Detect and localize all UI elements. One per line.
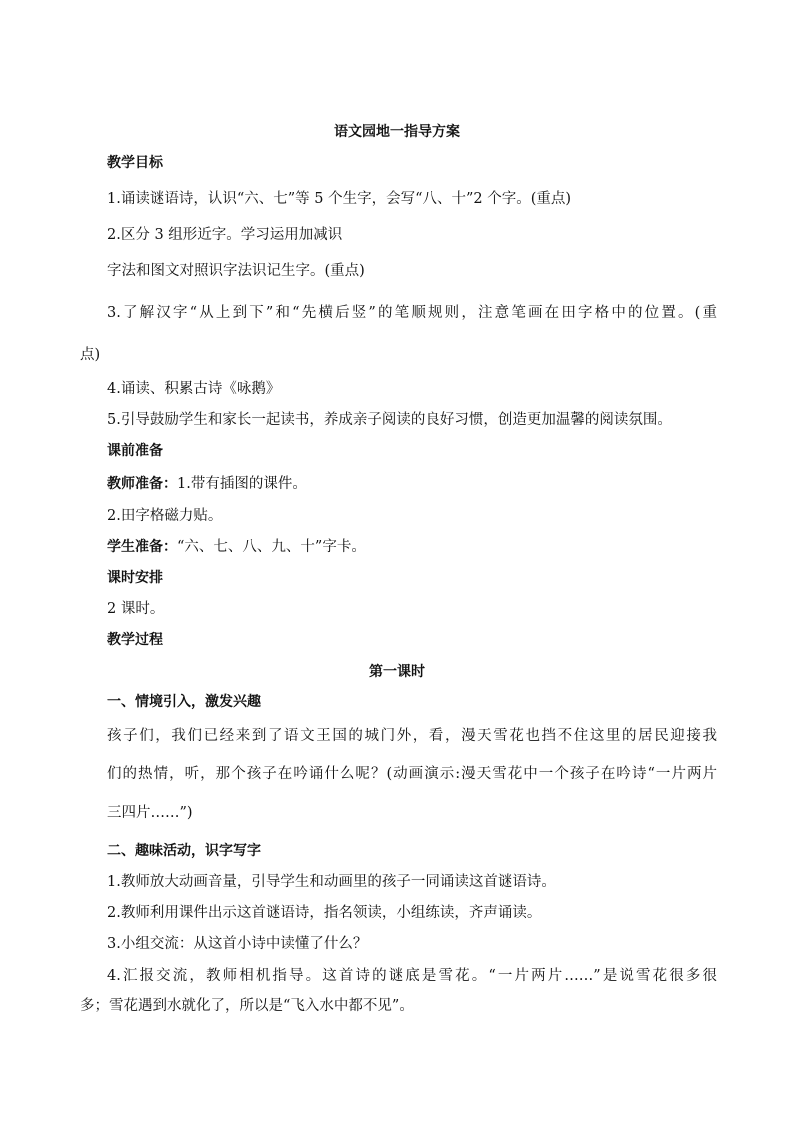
- section-2-item-1: 1.教师放大动画音量，引导学生和动画里的孩子一同诵读这首谜语诗。: [107, 874, 556, 890]
- section-2-item-2: 2.教师利用课件出示这首谜语诗，指名领读，小组练读，齐声诵读。: [107, 905, 542, 921]
- objective-2-line2: 字法和图文对照识字法识记生字。(重点): [107, 263, 365, 279]
- student-prep-text: “六、七、八、九、十”字卡。: [177, 539, 366, 555]
- section-1-paragraph-line3: 三四片……”): [107, 805, 193, 821]
- objective-4: 4.诵读、积累古诗《咏鹅》: [107, 381, 281, 397]
- section-1-paragraph-line1: 孩子们，我们已经来到了语文王国的城门外，看，漫天雪花也挡不住这里的居民迎接我: [107, 728, 717, 744]
- heading-objectives: 教学目标: [107, 155, 163, 171]
- teacher-prep-label: 教师准备：: [107, 476, 177, 492]
- section-1-heading: 一、情境引入，激发兴趣: [107, 694, 261, 710]
- section-1-paragraph-line2: 们的热情，听，那个孩子在吟诵什么呢？(动画演示:漫天雪花中一个孩子在吟诗“一片两片: [107, 766, 717, 782]
- student-prep-label: 学生准备：: [107, 539, 177, 555]
- schedule-text: 2 课时。: [107, 601, 165, 617]
- section-2-item-4-line2: 多；雪花遇到水就化了，所以是“飞入水中都不见”。: [80, 998, 414, 1014]
- section-2-heading: 二、趣味活动，识字写字: [107, 843, 261, 859]
- teacher-prep: [107, 474, 307, 494]
- section-2-item-4-line1: 4.汇报交流，教师相机指导。这首诗的谜底是雪花。“一片两片……”是说雪花很多很: [107, 968, 717, 984]
- document-title: 语文园地一指导方案: [334, 124, 460, 140]
- objective-3-line1: 3.了解汉字“从上到下”和“先横后竖”的笔顺规则，注意笔画在田字格中的位置。(重: [107, 305, 717, 321]
- objective-2-line1: 2.区分 3 组形近字。学习运用加减识: [107, 227, 343, 243]
- teacher-prep-text: 1.带有插图的课件。: [177, 476, 307, 492]
- lesson-1-title: 第一课时: [369, 664, 425, 680]
- heading-schedule: 课时安排: [107, 570, 163, 586]
- heading-process: 教学过程: [107, 632, 163, 648]
- student-prep: [107, 537, 366, 557]
- objective-3-line2: 点): [80, 347, 101, 363]
- section-2-item-3: 3.小组交流：从这首小诗中读懂了什么？: [107, 936, 368, 952]
- teacher-prep-2: 2.田字格磁力贴。: [107, 508, 223, 524]
- objective-1: 1.诵读谜语诗，认识“六、七”等 5 个生字，会写“八、十”2 个字。(重点): [107, 191, 572, 207]
- objective-5: 5.引导鼓励学生和家长一起读书，养成亲子阅读的良好习惯，创造更加温馨的阅读氛围。: [107, 412, 672, 428]
- heading-preparation: 课前准备: [107, 443, 163, 459]
